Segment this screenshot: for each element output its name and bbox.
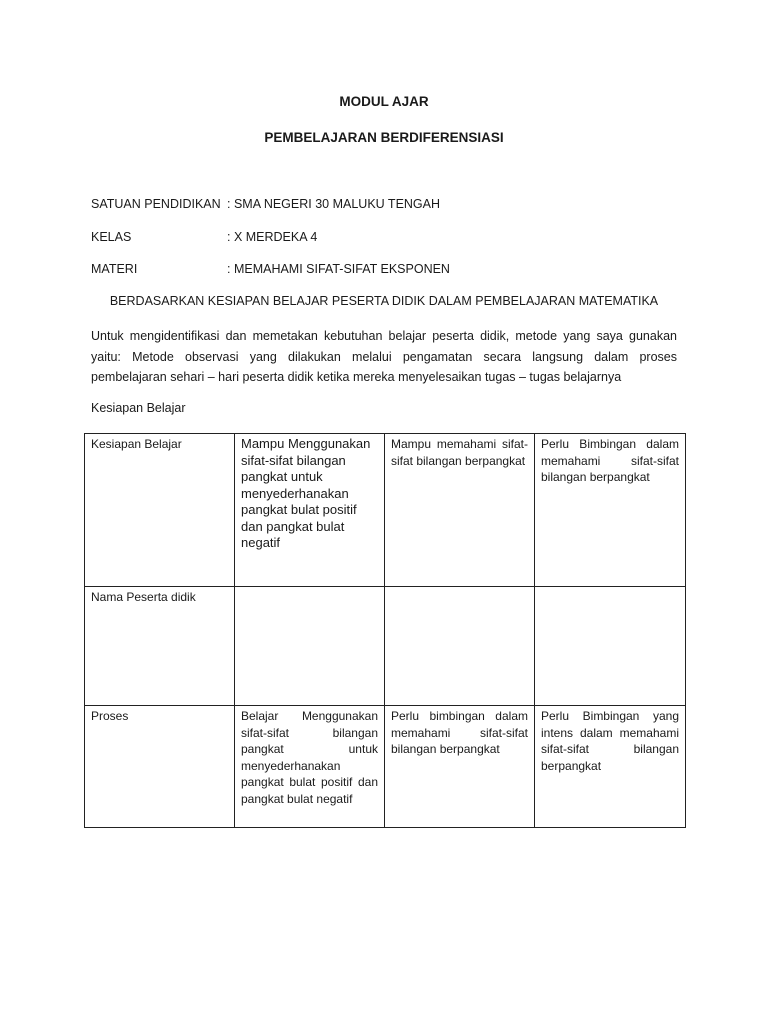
table-cell: Mampu memahami sifat-sifat bilangan berpangkat — [385, 434, 535, 587]
meta-value: : SMA NEGERI 30 MALUKU TENGAH — [227, 197, 441, 211]
table-cell: Perlu bimbingan dalam memahami sifat-sifat bilangan berpangkat — [385, 706, 535, 828]
meta-value: : MEMAHAMI SIFAT-SIFAT EKSPONEN — [227, 262, 450, 276]
table-cell: Proses — [85, 706, 235, 828]
table-cell: Perlu Bimbingan yang intens dalam memahami sifat-sifat bilangan berpangkat — [535, 706, 686, 828]
section-label: Kesiapan Belajar — [91, 401, 186, 415]
table-row — [85, 587, 686, 706]
table-cell — [385, 587, 535, 706]
meta-value: : X MERDEKA 4 — [227, 230, 318, 244]
table-row — [85, 434, 686, 587]
meta-row-materi — [91, 262, 450, 276]
table-cell: Belajar Menggunakan sifat-sifat bilangan pangkat untuk menyederhanakan pangkat bulat positif dan pangkat bulat negatif — [235, 706, 385, 828]
meta-label: SATUAN PENDIDIKAN — [91, 197, 221, 211]
table-cell: Kesiapan Belajar — [85, 434, 235, 587]
intro-paragraph: Untuk mengidentifikasi dan memetakan kebutuhan belajar peserta didik, metode yang saya gunakan yaitu: Metode observasi yang dilakukan melalui pengamatan secara langsung dalam proses pembelajaran sehari – hari peserta didik ketika mereka menyelesaikan tugas – tugas belajarnya — [91, 329, 677, 384]
table-cell: Mampu Menggunakan sifat-sifat bilangan pangkat untuk menyederhanakan pangkat bulat positif dan pangkat bulat negatif — [235, 434, 385, 587]
table-row — [85, 706, 686, 828]
meta-row-kelas — [91, 230, 317, 244]
table-cell: Nama Peserta didik — [85, 587, 235, 706]
document-subtitle: PEMBELAJARAN BERDIFERENSIASI — [264, 130, 504, 145]
meta-row-satuan — [91, 197, 440, 211]
meta-label: MATERI — [91, 262, 138, 276]
table-cell — [535, 587, 686, 706]
section-heading: BERDASARKAN KESIAPAN BELAJAR PESERTA DIDIK DALAM PEMBELAJARAN MATEMATIKA — [109, 294, 659, 308]
document-title: MODUL AJAR — [339, 94, 429, 109]
table-cell: Perlu Bimbingan dalam memahami sifat-sifat bilangan berpangkat — [535, 434, 686, 587]
readiness-table — [84, 433, 686, 828]
table-cell — [235, 587, 385, 706]
meta-label: KELAS — [91, 230, 132, 244]
